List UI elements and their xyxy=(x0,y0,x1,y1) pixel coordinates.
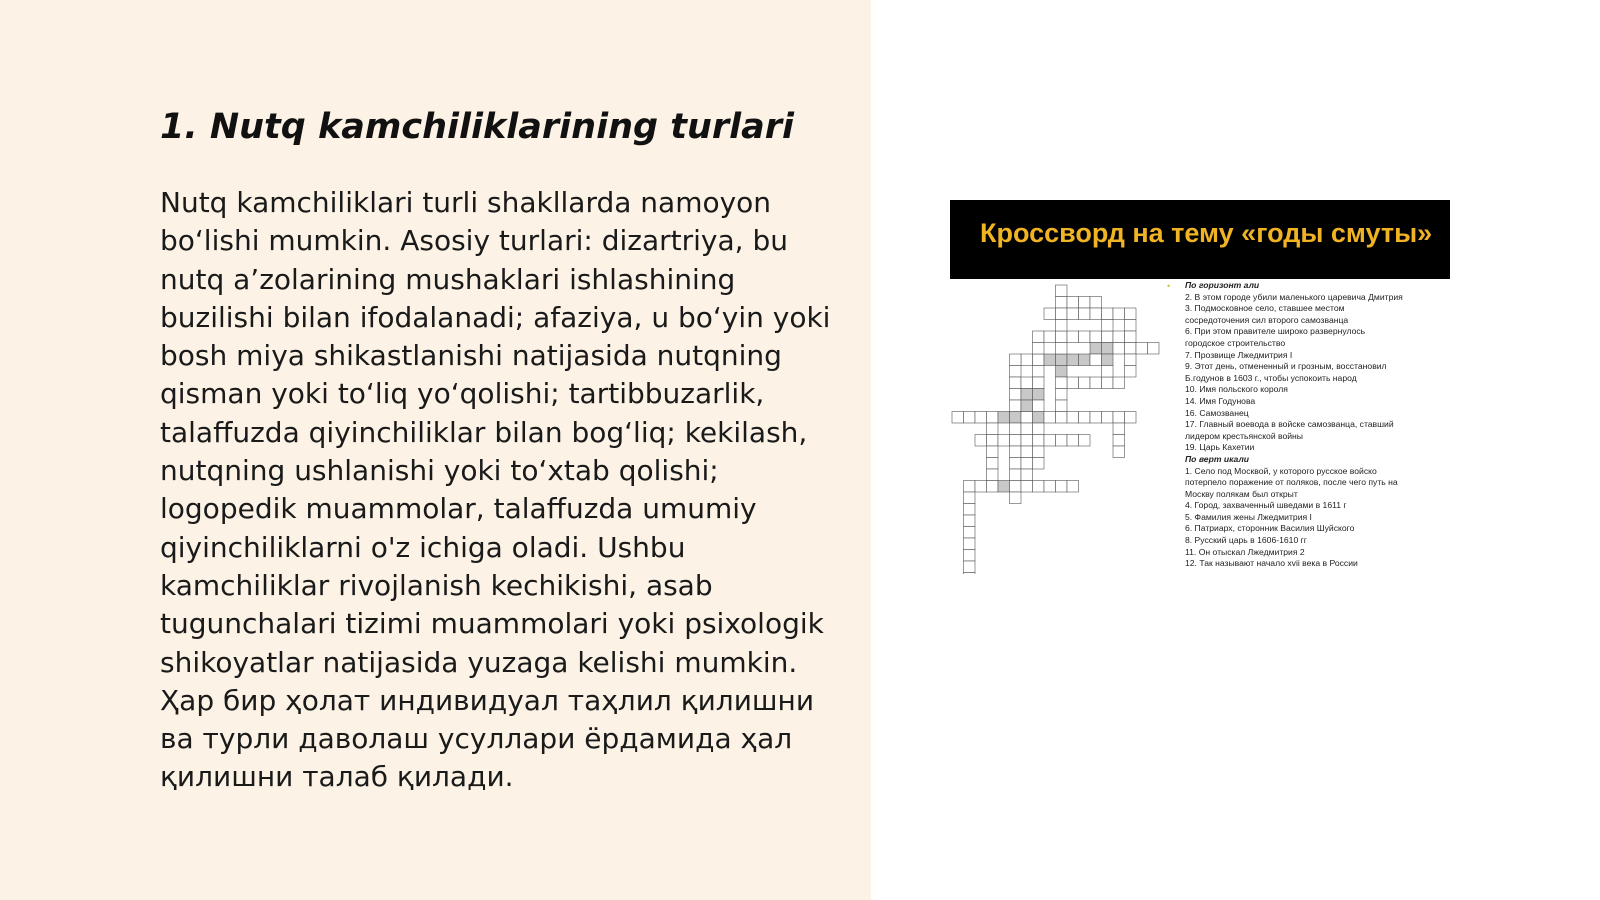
crossword-cell xyxy=(975,481,987,493)
crossword-cell xyxy=(1056,343,1068,355)
crossword-cell xyxy=(1056,285,1068,297)
crossword-cell xyxy=(1033,446,1045,458)
crossword-cell xyxy=(1021,481,1033,493)
crossword-cell xyxy=(964,538,976,550)
down-clue: Москву полякам был открыт xyxy=(1185,488,1298,499)
crossword-cell xyxy=(1056,481,1068,493)
crossword-cell xyxy=(1010,412,1022,424)
crossword-cell xyxy=(1010,446,1022,458)
crossword-cell xyxy=(1113,412,1125,424)
crossword-cell xyxy=(1113,343,1125,355)
crossword-cell xyxy=(1010,377,1022,389)
crossword-image xyxy=(950,200,1450,580)
crossword-cell xyxy=(952,412,964,424)
crossword-cell xyxy=(1125,354,1137,366)
down-heading: По верт икали xyxy=(1185,453,1250,464)
crossword-cell xyxy=(1102,308,1114,320)
across-clue: 7. Прозвище Лжедмитрия I xyxy=(1185,349,1293,360)
crossword-cell xyxy=(1010,423,1022,435)
slide-title: 1. Nutq kamchiliklarining turlari xyxy=(160,107,795,147)
crossword-cell xyxy=(1010,389,1022,401)
crossword-image-title: Кроссворд на тему «годы смуты» xyxy=(980,218,1433,248)
crossword-cell xyxy=(987,435,999,447)
across-clue: 10. Имя польского короля xyxy=(1185,384,1288,395)
across-heading: По горизонт али xyxy=(1185,280,1260,290)
crossword-cell xyxy=(987,412,999,424)
crossword-cell xyxy=(1113,331,1125,343)
across-clue: 2. В этом городе убили маленького царевича Дмитрия xyxy=(1185,291,1403,302)
crossword-cell xyxy=(987,481,999,493)
crossword-cell xyxy=(1010,366,1022,378)
crossword-image-header xyxy=(950,200,1450,279)
crossword-cell xyxy=(1021,377,1033,389)
crossword-cell xyxy=(1113,435,1125,447)
crossword-cell xyxy=(1113,308,1125,320)
crossword-cell xyxy=(998,435,1010,447)
crossword-cell xyxy=(1044,435,1056,447)
crossword-cell xyxy=(975,435,987,447)
crossword-cell xyxy=(1021,435,1033,447)
crossword-cell xyxy=(1067,308,1079,320)
down-clue: 11. Он отыскал Лжедмитрия 2 xyxy=(1185,546,1305,557)
crossword-cell xyxy=(1125,320,1137,332)
crossword-cell xyxy=(1010,400,1022,412)
crossword-cell xyxy=(1079,412,1091,424)
crossword-cell xyxy=(1033,412,1045,424)
slide-body-text: Nutq kamchiliklari turli shakllarda namoyon bo‘lishi mumkin. Asosiy turlari: dizartriya, bu nutq a’zolarining mushaklari ishlashining buzilishi bilan ifodalanadi; afaziya, u bo‘yin yoki bosh miya shikastlanishi natijasida nutqning qisman yoki to‘liq yo‘qolishi; tartibbuzarlik, talaffuzda qiyinchiliklar bilan bog‘liq; kekilash, nutqning ushlanishi yoki to‘xtab qolishi; logopedik muammolar, talaffuzda umumiy qiyinchiliklarni o'z ichiga oladi. Ushbu kamchiliklar rivojlanish kechikishi, asab tugunchalari tizimi muammolari yoki psixologik shikoyatlar natijasida yuzaga kelishi mumkin. Ҳар бир ҳолат индивидуал таҳлил қилишни ва турли даволаш усуллари ёрдамида ҳал қилишни талаб қилади. xyxy=(160,186,831,794)
crossword-cell xyxy=(1148,343,1160,355)
crossword-cell xyxy=(1090,354,1102,366)
crossword-cell xyxy=(1102,320,1114,332)
crossword-cell xyxy=(964,561,976,573)
crossword-cell xyxy=(1113,423,1125,435)
crossword-cell xyxy=(1067,435,1079,447)
down-clue: потерпело поражение от поляков, после чего путь на xyxy=(1185,477,1398,488)
crossword-cell xyxy=(964,573,976,575)
crossword-cell xyxy=(1067,377,1079,389)
across-clue: 6. При этом правителе широко развернулось xyxy=(1185,326,1366,337)
crossword-cell xyxy=(1102,331,1114,343)
crossword-cell xyxy=(1010,469,1022,481)
crossword-cell xyxy=(1125,366,1137,378)
crossword-cell xyxy=(1033,343,1045,355)
across-clue: сосредоточения сил второго самозванца xyxy=(1185,314,1349,325)
crossword-cell xyxy=(1010,435,1022,447)
across-clue: Б.годунов в 1603 г., чтобы успокоить народ xyxy=(1185,372,1357,383)
down-clue: 12. Так называют начало xvii века в России xyxy=(1185,558,1358,569)
crossword-cell xyxy=(1125,308,1137,320)
crossword-cell xyxy=(1090,377,1102,389)
crossword-cell xyxy=(1090,308,1102,320)
across-clue: 16. Самозванец xyxy=(1185,407,1249,418)
crossword-cell xyxy=(1125,331,1137,343)
crossword-cell xyxy=(1021,400,1033,412)
across-clue: 17. Главный воевода в войске самозванца, ставший xyxy=(1185,419,1394,430)
crossword-cell xyxy=(1033,377,1045,389)
crossword-cell xyxy=(1056,331,1068,343)
crossword-cell xyxy=(964,412,976,424)
crossword-clues xyxy=(1167,280,1447,570)
crossword-cell xyxy=(1044,481,1056,493)
crossword-cell xyxy=(1102,366,1114,378)
crossword-cell xyxy=(1010,481,1022,493)
crossword-cell xyxy=(1010,458,1022,470)
across-clue: городское строительство xyxy=(1185,337,1286,348)
crossword-cell xyxy=(1102,412,1114,424)
crossword-cell xyxy=(1033,331,1045,343)
crossword-cell xyxy=(1056,308,1068,320)
crossword-cell xyxy=(1044,354,1056,366)
crossword-cell xyxy=(1044,331,1056,343)
crossword-cell xyxy=(1067,331,1079,343)
crossword-cell xyxy=(964,527,976,539)
crossword-cell xyxy=(1102,377,1114,389)
crossword-cell xyxy=(964,515,976,527)
crossword-cell xyxy=(1033,458,1045,470)
crossword-cell xyxy=(1021,469,1033,481)
crossword-cell xyxy=(1090,412,1102,424)
down-clue: 4. Город, захваченный шведами в 1611 г xyxy=(1185,500,1347,511)
crossword-cell xyxy=(1021,446,1033,458)
crossword-cell xyxy=(1125,412,1137,424)
crossword-cell xyxy=(1113,446,1125,458)
crossword-cell xyxy=(998,412,1010,424)
crossword-cell xyxy=(1044,412,1056,424)
crossword-cell xyxy=(1021,458,1033,470)
crossword-cell xyxy=(1056,400,1068,412)
crossword-cell xyxy=(1067,481,1079,493)
crossword-cell xyxy=(1033,366,1045,378)
crossword-cell xyxy=(1102,343,1114,355)
crossword-cell xyxy=(975,412,987,424)
crossword-cell xyxy=(1079,297,1091,309)
crossword-cell xyxy=(1090,343,1102,355)
crossword-cell xyxy=(1010,354,1022,366)
crossword-cell xyxy=(964,481,976,493)
crossword-cell xyxy=(987,446,999,458)
across-clue: лидером крестьянской войны xyxy=(1185,430,1303,441)
crossword-cell xyxy=(1067,297,1079,309)
crossword-cell xyxy=(1021,389,1033,401)
crossword-cell xyxy=(1056,377,1068,389)
across-clue: 19. Царь Кахетии xyxy=(1185,442,1255,453)
crossword-cell xyxy=(1033,400,1045,412)
crossword-cell xyxy=(1033,389,1045,401)
crossword-cell xyxy=(1033,481,1045,493)
crossword-cell xyxy=(1056,389,1068,401)
crossword-cell xyxy=(1090,331,1102,343)
crossword-cell xyxy=(1044,308,1056,320)
crossword-cell xyxy=(1079,354,1091,366)
crossword-cell xyxy=(987,458,999,470)
crossword-cell xyxy=(1136,343,1148,355)
crossword-cell xyxy=(1033,423,1045,435)
crossword-cell xyxy=(964,504,976,516)
crossword-cell xyxy=(987,469,999,481)
down-clue: 6. Патриарх, сторонник Василия Шуйского xyxy=(1185,523,1355,534)
crossword-cell xyxy=(1056,366,1068,378)
crossword-cell xyxy=(1067,354,1079,366)
crossword-cell xyxy=(987,423,999,435)
crossword-cell xyxy=(1056,354,1068,366)
crossword-cell xyxy=(1010,492,1022,504)
crossword-cell xyxy=(1021,423,1033,435)
down-clue: 5. Фамилия жены Лжедмитрия I xyxy=(1185,511,1312,522)
crossword-cell xyxy=(1056,435,1068,447)
across-clue: 14. Имя Годунова xyxy=(1185,395,1256,406)
crossword-cell xyxy=(1033,435,1045,447)
crossword-cell xyxy=(964,550,976,562)
crossword-grid xyxy=(950,279,1180,574)
crossword-cell xyxy=(1021,412,1033,424)
crossword-cell xyxy=(998,481,1010,493)
crossword-cell xyxy=(1079,435,1091,447)
crossword-cell xyxy=(1056,297,1068,309)
crossword-cell xyxy=(1056,320,1068,332)
crossword-cell xyxy=(1033,354,1045,366)
crossword-cell xyxy=(1079,331,1091,343)
crossword-cell xyxy=(964,492,976,504)
crossword-cell xyxy=(1021,354,1033,366)
across-clue: 3. Подмосковное село, ставшее местом xyxy=(1185,303,1345,314)
crossword-cell xyxy=(1056,412,1068,424)
crossword-cell xyxy=(1125,343,1137,355)
crossword-cell xyxy=(1113,377,1125,389)
crossword-cell xyxy=(1079,377,1091,389)
crossword-cell xyxy=(1090,297,1102,309)
down-clue: 1. Село под Москвой, у которого русское войско xyxy=(1185,465,1377,476)
crossword-cell xyxy=(1102,354,1114,366)
down-clue: 8. Русский царь в 1606-1610 гг xyxy=(1185,535,1307,546)
crossword-cell xyxy=(1067,412,1079,424)
across-clue: 9. Этот день, отмененный и грозным, восстановил xyxy=(1185,361,1387,372)
crossword-cell xyxy=(1079,308,1091,320)
clue-bullet: • xyxy=(1167,281,1171,291)
